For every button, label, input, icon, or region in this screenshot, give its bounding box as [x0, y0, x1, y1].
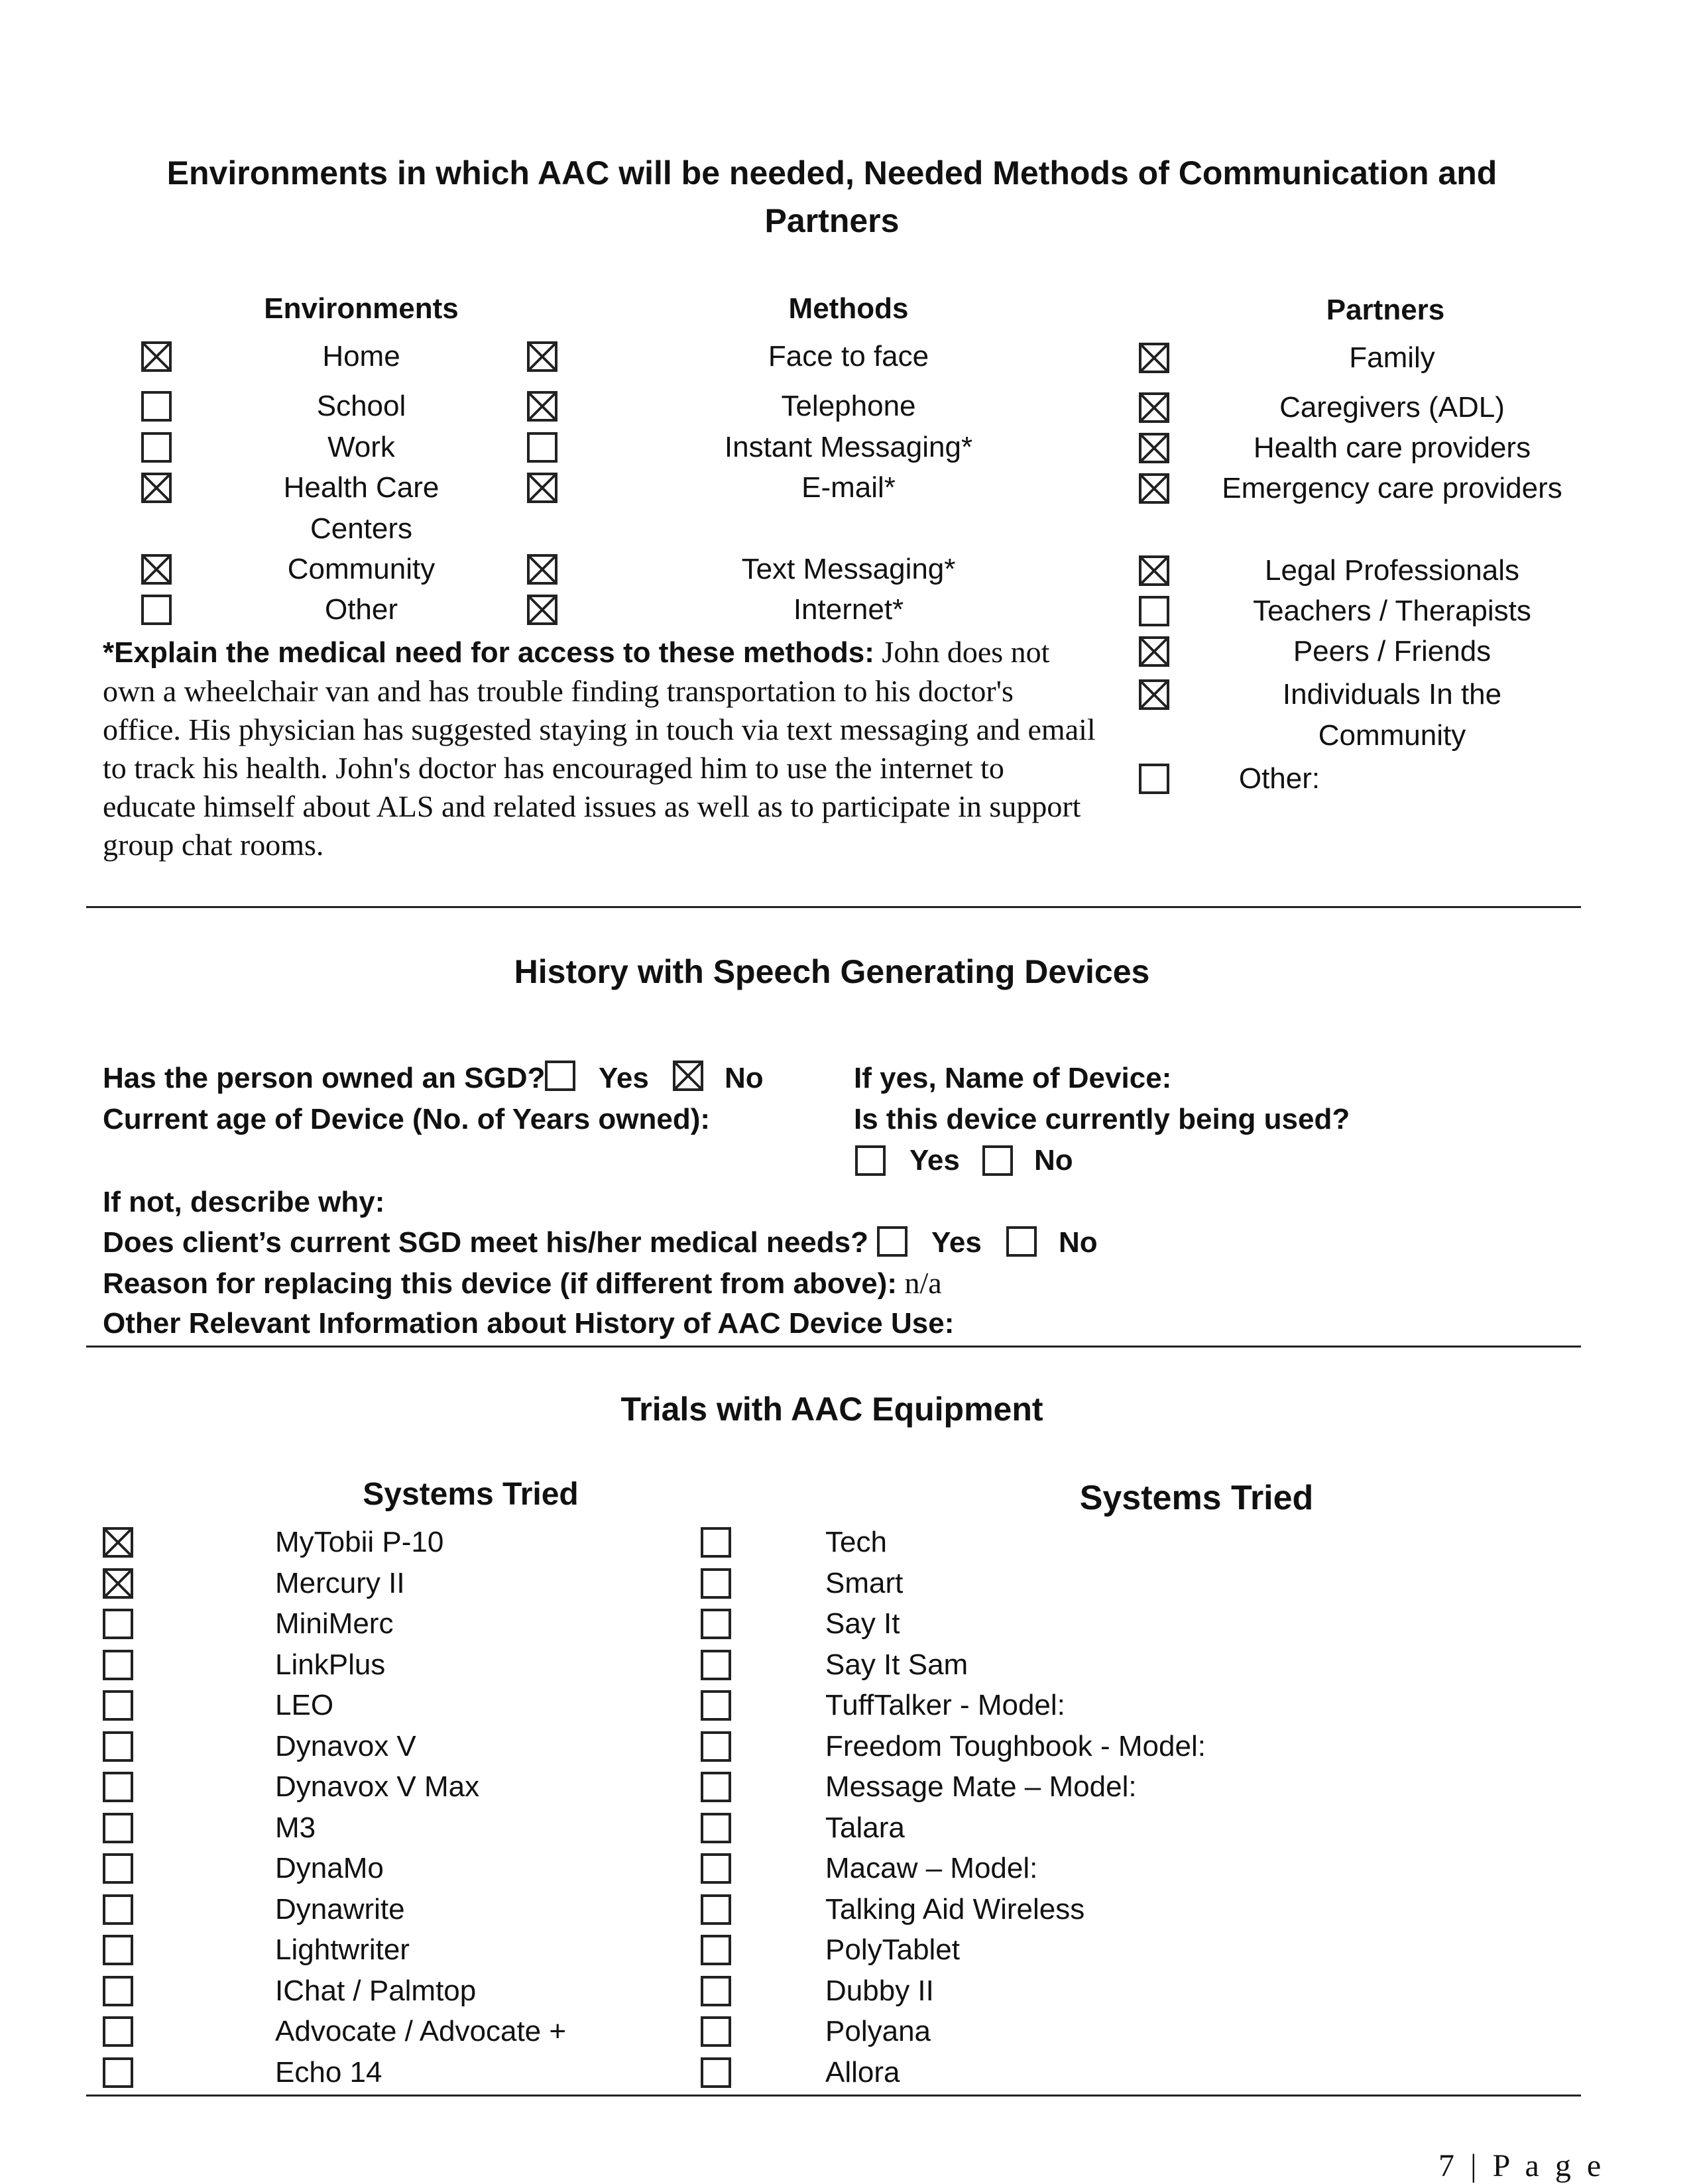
system-checkbox[interactable] [103, 1853, 133, 1884]
system-checkbox[interactable] [701, 1976, 731, 2006]
medical-need-explanation [103, 633, 1097, 864]
system-checkbox[interactable] [701, 2057, 731, 2088]
meet-no-label: No [1059, 1226, 1098, 1259]
partner-checkbox[interactable] [1139, 596, 1169, 626]
system-label: Dubby II [825, 1975, 934, 2007]
owned-yes-label: Yes [599, 1062, 649, 1094]
system-checkbox[interactable] [701, 2016, 731, 2047]
owned-sgd-question: Has the person owned an SGD? [103, 1062, 546, 1094]
system-label: DynaMo [275, 1852, 384, 1884]
system-label: IChat / Palmtop [275, 1975, 477, 2007]
system-label: LinkPlus [275, 1648, 386, 1681]
system-label: Freedom Toughbook - Model: [825, 1730, 1206, 1762]
method-checkbox[interactable] [527, 432, 557, 463]
divider-1 [86, 906, 1581, 908]
system-label: M3 [275, 1811, 316, 1844]
environment-checkbox[interactable] [141, 341, 172, 372]
used-yes-checkbox[interactable] [855, 1145, 886, 1176]
used-no-checkbox[interactable] [982, 1145, 1013, 1176]
partner-label: Peers / Friends [1293, 635, 1492, 667]
system-label: Say It [825, 1607, 900, 1640]
partner-label: Caregivers (ADL) [1279, 391, 1505, 424]
partner-label: Legal Professionals [1264, 554, 1519, 587]
environment-label: School [316, 390, 406, 422]
replace-reason-row [103, 1264, 942, 1303]
explain-text: John does not own a wheelchair van and has trouble finding transportation to his doctor's office. His physician has suggested staying in touch via text messaging and email to track his health. John's doctor has encouraged him to use the internet to educate himself about ALS and related issues as well as to participate in support group chat rooms. [103, 635, 1096, 862]
partner-label: Health care providers [1253, 431, 1531, 464]
environment-label: Work [327, 431, 395, 463]
system-checkbox[interactable] [103, 1772, 133, 1802]
method-label: Telephone [781, 390, 916, 422]
system-label: MyTobii P-10 [275, 1526, 444, 1558]
method-label: Internet* [793, 593, 904, 626]
system-label: Macaw – Model: [825, 1852, 1038, 1884]
system-label: Dynawrite [275, 1893, 405, 1925]
method-label: E-mail* [801, 471, 896, 504]
environment-checkbox[interactable] [141, 432, 172, 463]
system-label: MiniMerc [275, 1607, 394, 1640]
meet-needs-question: Does client’s current SGD meet his/her medical needs? [103, 1226, 868, 1259]
environment-label: Other [324, 593, 398, 626]
system-label: LEO [275, 1689, 334, 1721]
system-checkbox[interactable] [701, 1609, 731, 1639]
partner-checkbox[interactable] [1139, 392, 1169, 423]
right-systems-header: Systems Tried [1079, 1479, 1314, 1517]
system-checkbox[interactable] [103, 1935, 133, 1965]
system-label: Advocate / Advocate + [275, 2015, 567, 2047]
meet-yes-label: Yes [931, 1226, 982, 1259]
left-systems-header: Systems Tried [363, 1477, 579, 1512]
owned-no-label: No [725, 1062, 764, 1094]
system-checkbox[interactable] [701, 1650, 731, 1680]
system-checkbox[interactable] [701, 1772, 731, 1802]
system-checkbox[interactable] [701, 1813, 731, 1843]
system-label: PolyTablet [825, 1933, 961, 1966]
partner-checkbox[interactable] [1139, 636, 1169, 667]
system-checkbox[interactable] [103, 1527, 133, 1558]
partner-checkbox[interactable] [1139, 343, 1169, 373]
environments-header: Environments [264, 292, 459, 325]
system-label: Polyana [825, 2015, 931, 2047]
partner-label: Other: [1238, 762, 1320, 795]
partner-label: Teachers / Therapists [1253, 595, 1531, 627]
environment-checkbox[interactable] [141, 473, 172, 503]
device-age-question: Current age of Device (No. of Years owned): [103, 1103, 711, 1135]
system-checkbox[interactable] [701, 1853, 731, 1884]
system-checkbox[interactable] [103, 1813, 133, 1843]
system-label: Say It Sam [825, 1648, 968, 1681]
partner-checkbox[interactable] [1139, 473, 1169, 504]
system-label: Dynavox V [275, 1730, 416, 1762]
system-checkbox[interactable] [701, 1894, 731, 1925]
partner-label-line2: Community [1318, 719, 1466, 752]
device-name-question: If yes, Name of Device: [854, 1062, 1172, 1094]
section-title-trials: Trials with AAC Equipment [620, 1391, 1043, 1428]
replace-reason-question: Reason for replacing this device (if different from above): [103, 1267, 897, 1300]
environment-checkbox[interactable] [141, 595, 172, 625]
partner-checkbox[interactable] [1139, 555, 1169, 586]
section-title-environments-line2: Partners [764, 202, 900, 239]
system-label: Tech [825, 1526, 887, 1558]
environment-label: Home [322, 340, 400, 373]
partner-label: Family [1349, 341, 1435, 374]
system-checkbox[interactable] [701, 1935, 731, 1965]
explain-label: *Explain the medical need for access to these methods: [103, 636, 874, 669]
section-title-environments: Environments in which AAC will be needed, Needed Methods of Communication and [166, 154, 1497, 192]
system-checkbox[interactable] [701, 1690, 731, 1721]
system-label: Message Mate – Model: [825, 1770, 1137, 1803]
system-label: Lightwriter [275, 1933, 410, 1966]
environment-checkbox[interactable] [141, 391, 172, 422]
meet-no-checkbox[interactable] [1006, 1226, 1037, 1257]
partner-label: Emergency care providers [1222, 472, 1562, 504]
system-checkbox[interactable] [103, 1609, 133, 1639]
environment-label: Community [287, 553, 436, 585]
page-number: 7 | P a g e [1438, 2148, 1606, 2183]
if-not-describe: If not, describe why: [103, 1186, 385, 1218]
replace-reason-answer: n/a [897, 1266, 942, 1300]
system-checkbox[interactable] [701, 1527, 731, 1558]
system-label: Echo 14 [275, 2056, 382, 2089]
method-checkbox[interactable] [527, 341, 557, 372]
system-checkbox[interactable] [701, 1568, 731, 1599]
system-label: TuffTalker - Model: [825, 1689, 1065, 1721]
method-checkbox[interactable] [527, 554, 557, 585]
system-label: Talara [825, 1811, 905, 1844]
system-checkbox[interactable] [103, 1976, 133, 2006]
environment-label: Health Care [283, 471, 439, 504]
methods-header: Methods [788, 292, 909, 325]
method-checkbox[interactable] [527, 473, 557, 503]
method-checkbox[interactable] [527, 595, 557, 625]
system-checkbox[interactable] [103, 1568, 133, 1599]
other-info-question: Other Relevant Information about History of AAC Device Use: [103, 1307, 955, 1340]
partner-checkbox[interactable] [1139, 679, 1169, 710]
system-label: Talking Aid Wireless [825, 1893, 1085, 1925]
method-label: Face to face [768, 340, 929, 373]
system-label: Allora [825, 2056, 900, 2089]
owned-yes-checkbox[interactable] [545, 1061, 575, 1091]
used-yes-label: Yes [909, 1144, 960, 1177]
divider-2 [86, 1346, 1581, 1348]
system-checkbox[interactable] [103, 1690, 133, 1721]
method-label: Text Messaging* [741, 553, 956, 585]
owned-no-checkbox[interactable] [673, 1061, 703, 1091]
partner-checkbox[interactable] [1139, 433, 1169, 463]
method-checkbox[interactable] [527, 391, 557, 422]
environment-label-line2: Centers [310, 512, 413, 545]
divider-3 [86, 2095, 1581, 2097]
partners-header: Partners [1326, 294, 1445, 326]
system-label: Dynavox V Max [275, 1770, 480, 1803]
method-label: Instant Messaging* [724, 431, 973, 463]
system-checkbox[interactable] [103, 1650, 133, 1680]
meet-yes-checkbox[interactable] [877, 1226, 907, 1257]
system-label: Smart [825, 1567, 904, 1599]
system-checkbox[interactable] [701, 1731, 731, 1762]
used-no-label: No [1034, 1144, 1073, 1177]
system-checkbox[interactable] [103, 1894, 133, 1925]
system-checkbox[interactable] [103, 2057, 133, 2088]
section-title-history: History with Speech Generating Devices [514, 953, 1150, 990]
system-checkbox[interactable] [103, 1731, 133, 1762]
system-checkbox[interactable] [103, 2016, 133, 2047]
environment-checkbox[interactable] [141, 554, 172, 585]
system-label: Mercury II [275, 1567, 405, 1599]
partner-label: Individuals In the [1282, 678, 1502, 711]
device-used-question: Is this device currently being used? [854, 1103, 1350, 1135]
